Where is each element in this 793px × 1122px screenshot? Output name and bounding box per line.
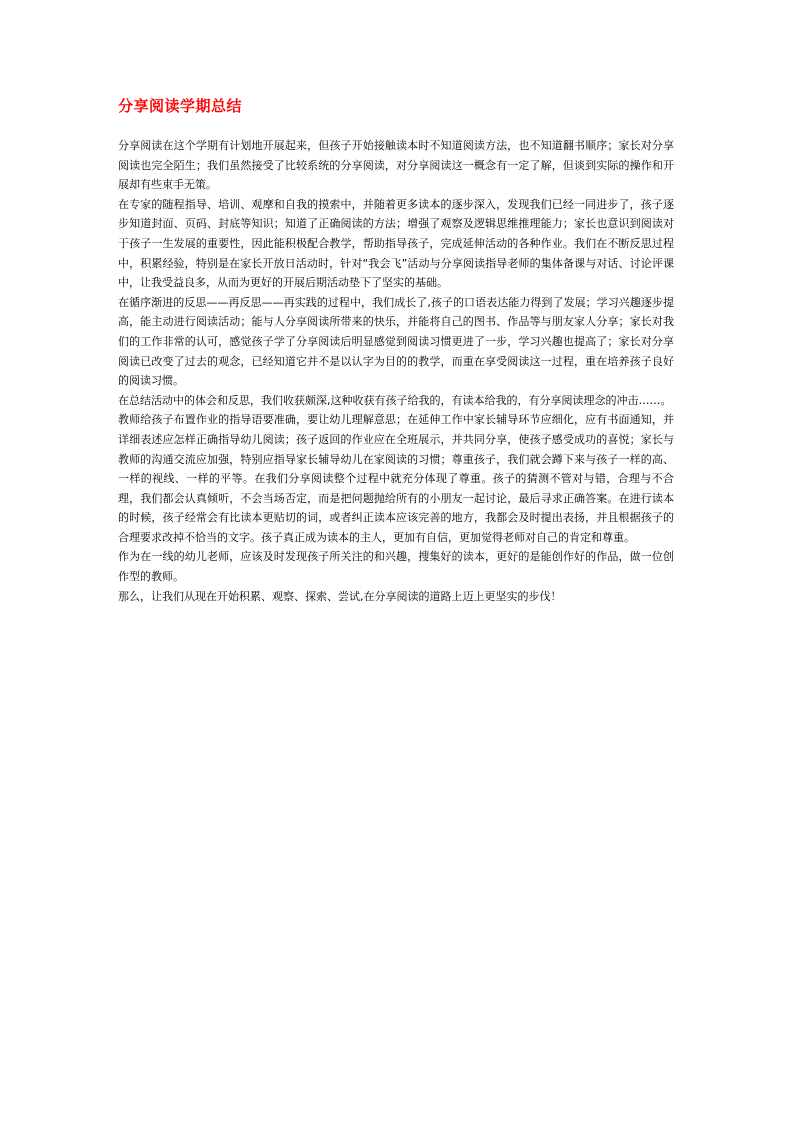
document-title: 分享阅读学期总结	[118, 97, 243, 115]
document-body	[118, 136, 674, 606]
paragraph: 在专家的随程指导、培训、观摩和自我的摸索中，并随着更多读本的逐步深入，发现我们已经一同进步了，孩子逐步知道封面、页码、封底等知识；知道了正确阅读的方法；增强了观察及逻辑思维推理能力；家长也意识到阅读对于孩子一生发展的重要性，因此能积极配合教学，帮助指导孩子，完成延伸活动的各种作业。我们在不断反思过程中，积累经验，特别是在家长开放日活动时，针对“我会飞”活动与分享阅读指导老师的集体备课与对话、讨论评课中，让我受益良多，从而为更好的开展后期活动垫下了坚实的基础。	[118, 197, 674, 290]
paragraph: 那么，让我们从现在开始积累、观察、探索、尝试,在分享阅读的道路上迈上更坚实的步伐！	[118, 589, 562, 603]
paragraph: 在总结活动中的体会和反思，我们收获颇深,这种收获有孩子给我的，有读本给我的，有分享阅读理念的冲击……。	[118, 393, 672, 407]
paragraph: 在循序渐进的反思——再反思——再实践的过程中，我们成长了,孩子的口语表达能力得到了发展；学习兴趣逐步提高，能主动进行阅读活动；能与人分享阅读所带来的快乐，并能将自己的图书、作品等与朋友家人分享；家长对我们的工作非常的认可，感觉孩子学了分享阅读后明显感觉到阅读习惯更进了一步，学习兴趣也提高了；家长对分享阅读已改变了过去的观念，已经知道它并不是以认字为目的的教学，而重在享受阅读这一过程，重在培养孩子良好的阅读习惯。	[118, 295, 674, 388]
paragraph: 分享阅读在这个学期有计划地开展起来，但孩子开始接触读本时不知道阅读方法，也不知道翻书顺序；家长对分享阅读也完全陌生；我们虽然接受了比较系统的分享阅读，对分享阅读这一概念有一定了解，但谈到实际的操作和开展却有些束手无策。	[118, 139, 674, 192]
paragraph: 教师给孩子布置作业的指导语要准确，要让幼儿理解意思；在延伸工作中家长辅导环节应细化，应有书面通知，并详细表述应怎样正确指导幼儿阅读；孩子返回的作业应在全班展示，并共同分享，使孩子感受成功的喜悦；家长与教师的沟通交流应加强，特别应指导家长辅导幼儿在家阅读的习惯；尊重孩子，我们就会蹲下来与孩子一样的高、一样的视线、一样的平等。在我们分享阅读整个过程中就充分体现了尊重。孩子的猜测不管对与错，合理与不合理，我们都会认真倾听，不会当场否定，而是把问题抛给所有的小朋友一起讨论，最后寻求正确答案。在进行读本的时候，孩子经常会有比读本更贴切的词，或者纠正读本应该完善的地方，我都会及时提出表扬，并且根据孩子的合理要求改掉不恰当的文字。孩子真正成为读本的主人，更加有自信，更加觉得老师对自己的肯定和尊重。	[118, 413, 674, 544]
paragraph: 作为在一线的幼儿老师，应该及时发现孩子所关注的和兴趣，搜集好的读本，更好的是能创作好的作品，做一位创作型的教师。	[118, 550, 674, 584]
